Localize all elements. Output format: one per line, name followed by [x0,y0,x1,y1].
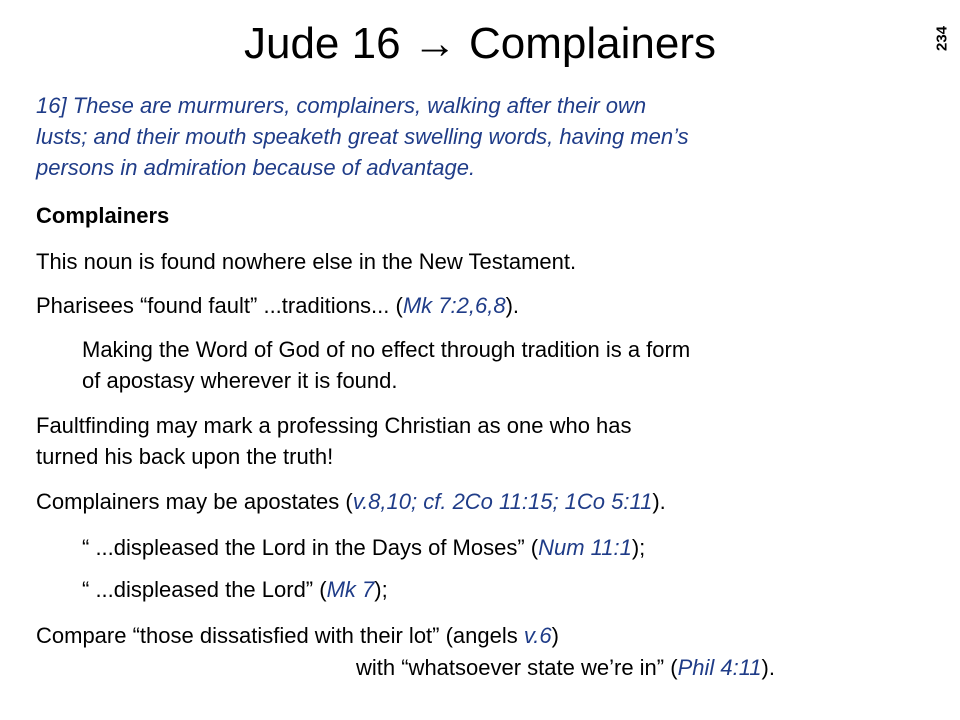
paragraph-text: Pharisees “found fault” ...traditions... ( [36,293,403,318]
quote-end: ); [631,535,646,560]
paragraph-end: ). [761,655,775,680]
verse-line-3: persons in admiration because of advantage. [36,155,476,180]
slide-title [0,14,960,74]
paragraph-faultfinding [36,410,632,472]
paragraph-tradition [82,334,690,396]
paragraph-line-2: turned his back upon the truth! [36,444,334,469]
paragraph-end: ). [652,489,666,514]
slide-title-text: Jude 16 → Complainers [243,19,716,68]
scripture-reference: Mk 7 [326,577,375,602]
section-heading: Complainers [36,203,170,228]
paragraph-text: Compare “those dissatisfied with their lot” (angels [36,623,524,648]
paragraph-noun: This noun is found nowhere else in the New Testament. [36,249,577,274]
paragraph-line-1: Faultfinding may mark a professing Christian as one who has [36,413,632,438]
paragraph-pharisees [36,290,519,321]
scripture-reference: Phil 4:11 [677,655,762,680]
scripture-reference: Num 11:1 [538,535,632,560]
quote-lord [82,574,388,605]
paragraph-end: ). [505,293,520,318]
quote-text: “ ...displeased the Lord” ( [82,577,327,602]
verse-line-2: lusts; and their mouth speaketh great swelling words, having men’s [36,124,689,149]
scripture-reference: v.6 [523,623,552,648]
paragraph-compare-line-1 [36,620,559,651]
verse-text [36,90,689,183]
paragraph-compare-line-2 [356,652,775,683]
scripture-reference: Mk 7:2,6,8 [402,293,506,318]
quote-end: ); [374,577,388,602]
paragraph-line-2: of apostasy wherever it is found. [82,368,398,393]
paragraph-line-1: Making the Word of God of no effect through tradition is a form [82,337,691,362]
verse-line-1: 16] These are murmurers, complainers, walking after their own [36,93,647,118]
paragraph-text: with “whatsoever state we’re in” ( [356,655,678,680]
quote-moses [82,532,645,563]
page-number: 234 [933,25,951,52]
quote-text: “ ...displeased the Lord in the Days of Moses” ( [82,535,539,560]
scripture-reference: v.8,10; cf. 2Co 11:15; 1Co 5:11 [352,489,653,514]
paragraph-text: Complainers may be apostates ( [36,489,353,514]
paragraph-apostates [36,486,666,517]
paragraph-end: ) [551,623,559,648]
